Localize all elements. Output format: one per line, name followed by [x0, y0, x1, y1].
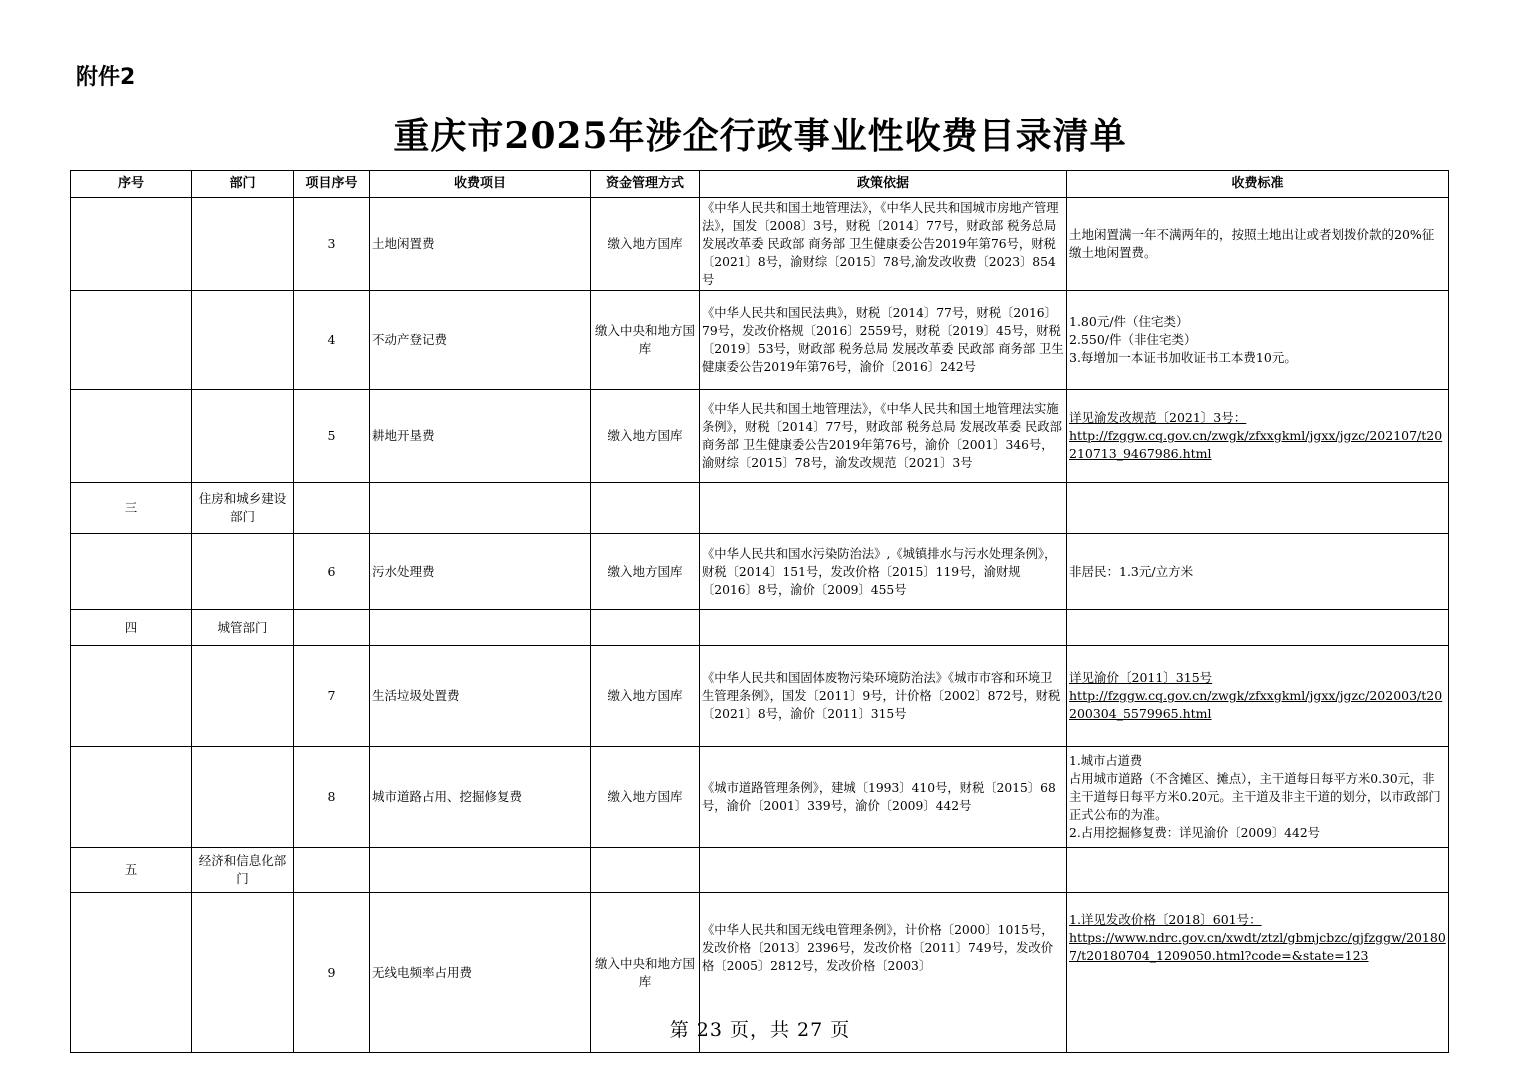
table-row	[71, 646, 1449, 747]
cell-empty	[294, 483, 370, 534]
cell-item-seq: 7	[294, 646, 370, 747]
fee-table	[70, 170, 1449, 1053]
cell-item: 耕地开垦费	[370, 390, 591, 483]
cell-empty	[1067, 483, 1449, 534]
cell-dept	[192, 534, 294, 610]
cell-policy: 《城市道路管理条例》，建城〔1993〕410号，财税〔2015〕68号，渝价〔2001〕339号，渝价〔2009〕442号	[700, 747, 1067, 848]
cell-standard	[1067, 291, 1449, 390]
cell-fund: 缴入中央和地方国库	[591, 291, 700, 390]
table-row	[71, 534, 1449, 610]
cell-policy: 《中华人民共和国固体废物污染环境防治法》《城市市容和环境卫生管理条例》，国发〔2011〕9号，计价格〔2002〕872号，财税〔2021〕8号，渝价〔2011〕315号	[700, 646, 1067, 747]
cell-dept: 经济和信息化部门	[192, 848, 294, 893]
header-fund: 资金管理方式	[591, 171, 700, 198]
cell-empty	[591, 483, 700, 534]
table-row	[71, 198, 1449, 291]
cell-empty	[294, 610, 370, 646]
cell-dept	[192, 646, 294, 747]
cell-seq: 四	[71, 610, 192, 646]
cell-item-seq: 6	[294, 534, 370, 610]
standard-line: 1.城市占道费	[1069, 754, 1143, 768]
section-row	[71, 483, 1449, 534]
table-row	[71, 291, 1449, 390]
cell-item-seq: 3	[294, 198, 370, 291]
section-row	[71, 610, 1449, 646]
table-row	[71, 747, 1449, 848]
cell-item-seq: 9	[294, 893, 370, 1053]
cell-fund: 缴入地方国库	[591, 747, 700, 848]
cell-fund: 缴入地方国库	[591, 646, 700, 747]
cell-empty	[700, 483, 1067, 534]
cell-dept	[192, 198, 294, 291]
cell-seq: 五	[71, 848, 192, 893]
cell-empty	[1067, 610, 1449, 646]
cell-policy: 《中华人民共和国土地管理法》，《中华人民共和国城市房地产管理法》，国发〔2008〕3号，财税〔2014〕77号，财政部 税务总局 发展改革委 民政部 商务部 卫生健康委公告2019年第76号，财税〔2021〕8号，渝财综〔2015〕78号,渝发改收费〔2023〕854号	[700, 198, 1067, 291]
fee-table-container	[70, 170, 1448, 989]
standard-text: 详见渝价〔2011〕315号	[1069, 670, 1213, 685]
cell-empty	[370, 483, 591, 534]
cell-seq	[71, 198, 192, 291]
cell-fund: 缴入中央和地方国库	[591, 893, 700, 1053]
page-footer: 第 23 页，共 27 页	[669, 1019, 851, 1041]
cell-fund: 缴入地方国库	[591, 198, 700, 291]
standard-line: 1.80元/件（住宅类）	[1069, 314, 1189, 329]
standard-line: 占用城市道路（不含摊区、摊点），主干道每日每平方米0.30元，非主干道每日每平方米0.20元。主干道及非主干道的划分，以市政部门正式公布的为准。	[1069, 772, 1441, 822]
table-header-row	[71, 171, 1449, 198]
standard-link[interactable]: http://fzggw.cq.gov.cn/zwgk/zfxxgkml/jgxx/jgzc/202003/t20200304_5579965.html	[1069, 688, 1443, 721]
page-title: 重庆市2025年涉企行政事业性收费目录清单	[393, 115, 1127, 157]
cell-dept	[192, 291, 294, 390]
cell-policy: 《中华人民共和国无线电管理条例》，计价格〔2000〕1015号，发改价格〔2013〕2396号，发改价格〔2011〕749号，发改价格〔2005〕2812号，发改价格〔2003〕	[700, 893, 1067, 1053]
table-row	[71, 390, 1449, 483]
cell-dept: 住房和城乡建设部门	[192, 483, 294, 534]
cell-seq	[71, 390, 192, 483]
cell-empty	[591, 848, 700, 893]
cell-standard	[1067, 747, 1449, 848]
cell-item-seq: 5	[294, 390, 370, 483]
standard-link[interactable]: https://www.ndrc.gov.cn/xwdt/ztzl/gbmjcbzc/gjfzggw/201807/t20180704_1209050.html?code=&state=123	[1069, 930, 1446, 963]
cell-item: 不动产登记费	[370, 291, 591, 390]
cell-item: 生活垃圾处置费	[370, 646, 591, 747]
cell-empty	[591, 610, 700, 646]
cell-dept	[192, 747, 294, 848]
cell-standard	[1067, 646, 1449, 747]
cell-item: 土地闲置费	[370, 198, 591, 291]
cell-policy: 《中华人民共和国土地管理法》，《中华人民共和国土地管理法实施条例》，财税〔2014〕77号，财政部 税务总局 发展改革委 民政部 商务部 卫生健康委公告2019年第76号，渝价〔2001〕346号，渝财综〔2015〕78号，渝发改规范〔2021〕3号	[700, 390, 1067, 483]
cell-seq	[71, 291, 192, 390]
cell-seq	[71, 534, 192, 610]
cell-fund: 缴入地方国库	[591, 534, 700, 610]
header-item-seq: 项目序号	[294, 171, 370, 198]
cell-empty	[370, 610, 591, 646]
cell-empty	[370, 848, 591, 893]
cell-standard: 土地闲置满一年不满两年的，按照土地出让或者划拨价款的20%征缴土地闲置费。	[1067, 198, 1449, 291]
header-standard: 收费标准	[1067, 171, 1449, 198]
cell-standard: 非居民：1.3元/立方米	[1067, 534, 1449, 610]
header-policy: 政策依据	[700, 171, 1067, 198]
cell-seq	[71, 747, 192, 848]
header-seq: 序号	[71, 171, 192, 198]
standard-text: 详见渝发改规范〔2021〕3号：	[1069, 410, 1247, 425]
cell-item-seq: 4	[294, 291, 370, 390]
cell-dept: 城管部门	[192, 610, 294, 646]
cell-seq: 三	[71, 483, 192, 534]
cell-empty	[1067, 848, 1449, 893]
standard-line: 3.每增加一本证书加收证书工本费10元。	[1069, 350, 1297, 365]
section-row	[71, 848, 1449, 893]
cell-item: 城市道路占用、挖掘修复费	[370, 747, 591, 848]
cell-policy: 《中华人民共和国民法典》，财税〔2014〕77号，财税〔2016〕79号，发改价格规〔2016〕2559号，财税〔2019〕45号，财税〔2019〕53号，财政部 税务总局 发展改革委 民政部 商务部 卫生健康委公告2019年第76号，渝价〔2016〕242号	[700, 291, 1067, 390]
cell-seq	[71, 646, 192, 747]
cell-item: 无线电频率占用费	[370, 893, 591, 1053]
cell-standard	[1067, 390, 1449, 483]
cell-empty	[700, 610, 1067, 646]
cell-fund: 缴入地方国库	[591, 390, 700, 483]
cell-policy: 《中华人民共和国水污染防治法》,《城镇排水与污水处理条例》，财税〔2014〕151号，发改价格〔2015〕119号，渝财规〔2016〕8号，渝价〔2009〕455号	[700, 534, 1067, 610]
attachment-label: 附件2	[76, 65, 136, 90]
standard-text: 1.详见发改价格〔2018〕601号：	[1069, 912, 1262, 927]
cell-empty	[294, 848, 370, 893]
cell-item: 污水处理费	[370, 534, 591, 610]
standard-link[interactable]: http://fzggw.cq.gov.cn/zwgk/zfxxgkml/jgxx/jgzc/202107/t20210713_9467986.html	[1069, 428, 1443, 461]
header-dept: 部门	[192, 171, 294, 198]
cell-empty	[700, 848, 1067, 893]
cell-dept	[192, 390, 294, 483]
header-item: 收费项目	[370, 171, 591, 198]
standard-line: 2.占用挖掘修复费：详见渝价〔2009〕442号	[1069, 826, 1320, 840]
cell-item-seq: 8	[294, 747, 370, 848]
standard-line: 2.550/件（非住宅类）	[1069, 332, 1197, 347]
